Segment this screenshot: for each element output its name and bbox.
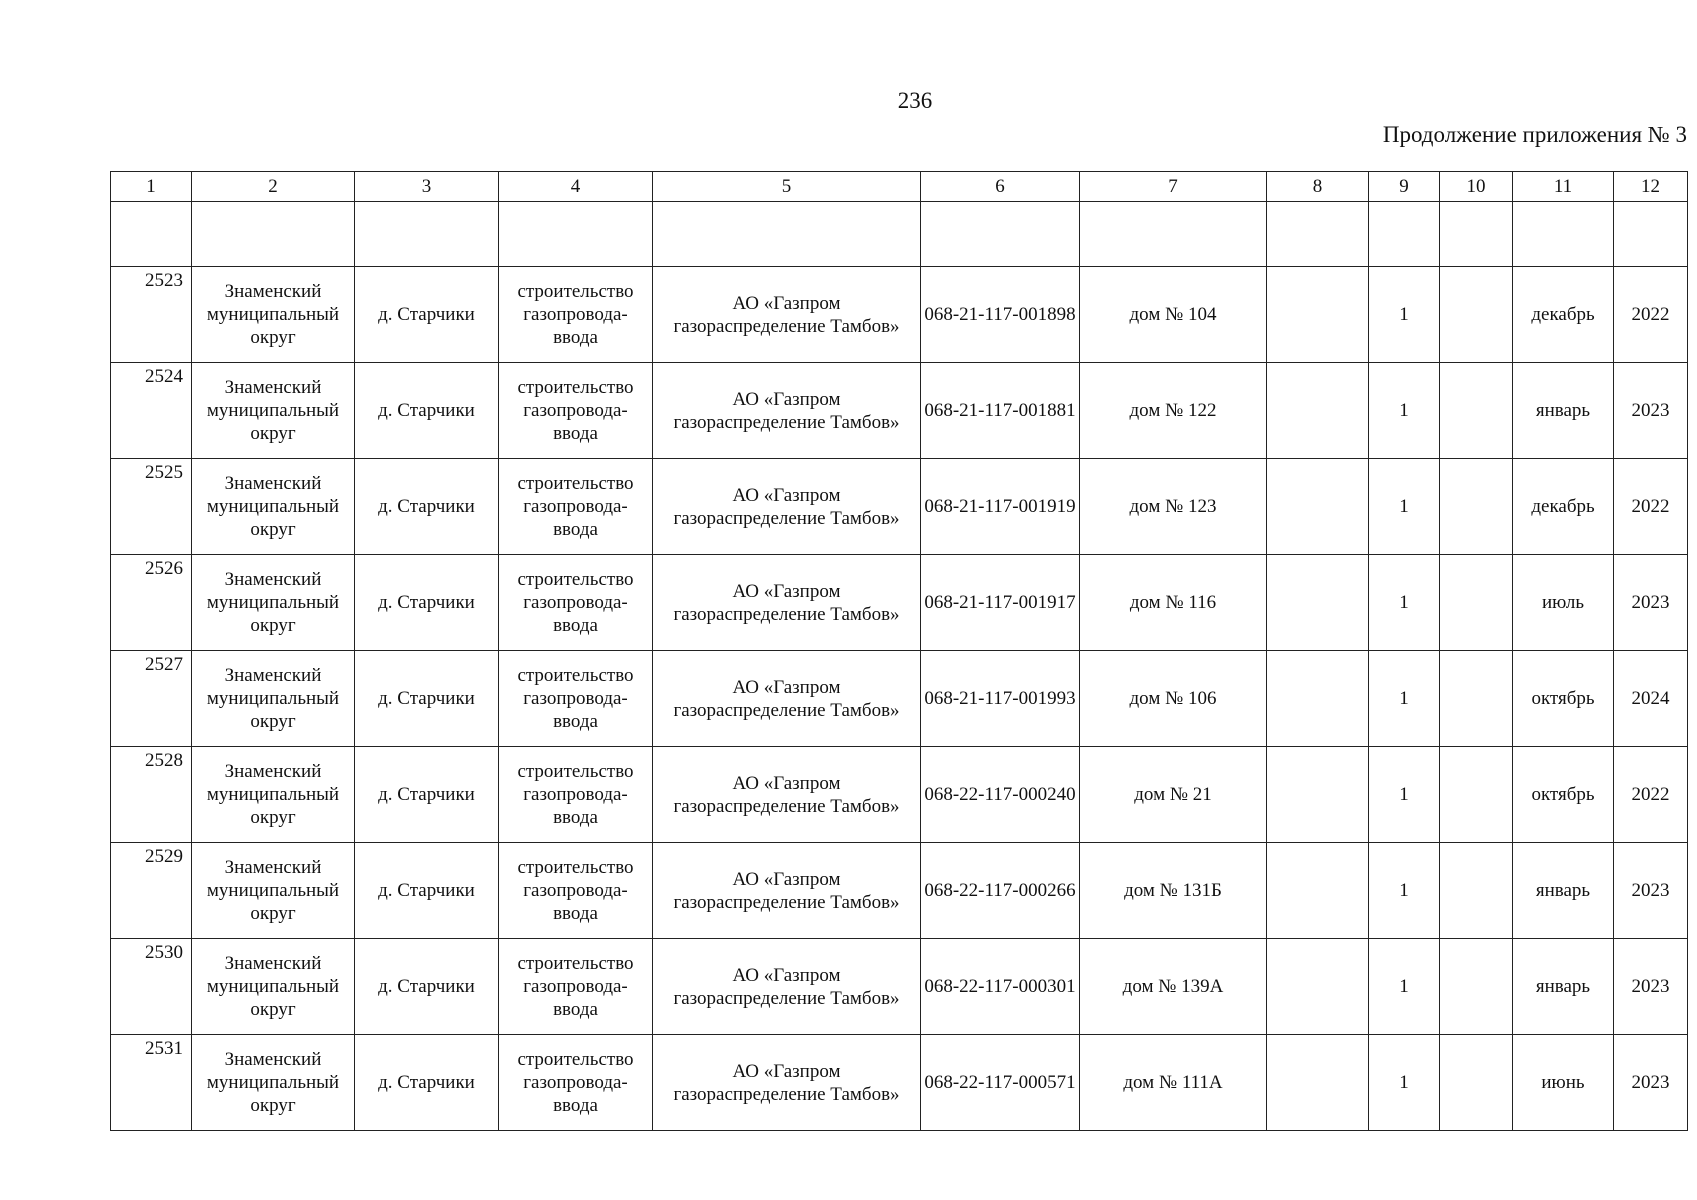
work-type-cell: строительство газопровода-ввода xyxy=(499,843,653,939)
work-type-cell: строительство газопровода-ввода xyxy=(499,459,653,555)
empty-cell xyxy=(1440,363,1513,459)
settlement-cell: д. Старчики xyxy=(355,267,499,363)
address-cell: дом № 21 xyxy=(1080,747,1267,843)
empty-cell xyxy=(1267,202,1369,267)
year-cell: 2023 xyxy=(1614,843,1688,939)
empty-cell xyxy=(1267,459,1369,555)
month-cell: июль xyxy=(1513,555,1614,651)
organization-cell: АО «Газпром газораспределение Тамбов» xyxy=(653,1035,921,1131)
settlement-cell: д. Старчики xyxy=(355,747,499,843)
year-cell: 2022 xyxy=(1614,267,1688,363)
year-cell: 2023 xyxy=(1614,363,1688,459)
settlement-cell: д. Старчики xyxy=(355,459,499,555)
work-type-cell: строительство газопровода-ввода xyxy=(499,267,653,363)
work-type-cell: строительство газопровода-ввода xyxy=(499,939,653,1035)
district-cell: Знаменский муниципальный округ xyxy=(192,651,355,747)
address-cell: дом № 104 xyxy=(1080,267,1267,363)
empty-cell xyxy=(1267,747,1369,843)
month-cell: июнь xyxy=(1513,1035,1614,1131)
quantity-cell: 1 xyxy=(1369,363,1440,459)
organization-cell: АО «Газпром газораспределение Тамбов» xyxy=(653,939,921,1035)
page-number: 236 xyxy=(897,88,933,113)
empty-cell xyxy=(111,202,192,267)
empty-cell xyxy=(1440,267,1513,363)
month-cell: декабрь xyxy=(1513,267,1614,363)
table-row xyxy=(111,267,1688,363)
empty-cell xyxy=(1267,651,1369,747)
code-cell: 068-21-117-001919 xyxy=(921,459,1080,555)
district-cell: Знаменский муниципальный округ xyxy=(192,939,355,1035)
column-header: 10 xyxy=(1440,172,1513,202)
column-header: 2 xyxy=(192,172,355,202)
column-header: 5 xyxy=(653,172,921,202)
district-cell: Знаменский муниципальный округ xyxy=(192,1035,355,1131)
table-row xyxy=(111,843,1688,939)
empty-cell xyxy=(1267,363,1369,459)
empty-cell xyxy=(1267,555,1369,651)
quantity-cell: 1 xyxy=(1369,267,1440,363)
empty-cell xyxy=(1614,202,1688,267)
month-cell: январь xyxy=(1513,939,1614,1035)
empty-cell xyxy=(653,202,921,267)
column-header: 4 xyxy=(499,172,653,202)
row-number-cell: 2527 xyxy=(111,651,192,747)
work-type-cell: строительство газопровода-ввода xyxy=(499,1035,653,1131)
settlement-cell: д. Старчики xyxy=(355,1035,499,1131)
empty-cell xyxy=(921,202,1080,267)
address-cell: дом № 122 xyxy=(1080,363,1267,459)
table-row xyxy=(111,939,1688,1035)
year-cell: 2023 xyxy=(1614,555,1688,651)
district-cell: Знаменский муниципальный округ xyxy=(192,843,355,939)
year-cell: 2023 xyxy=(1614,1035,1688,1131)
work-type-cell: строительство газопровода-ввода xyxy=(499,651,653,747)
row-number-cell: 2523 xyxy=(111,267,192,363)
work-type-cell: строительство газопровода-ввода xyxy=(499,747,653,843)
organization-cell: АО «Газпром газораспределение Тамбов» xyxy=(653,555,921,651)
row-number-cell: 2530 xyxy=(111,939,192,1035)
row-number-cell: 2528 xyxy=(111,747,192,843)
work-type-cell: строительство газопровода-ввода xyxy=(499,363,653,459)
row-number-cell: 2529 xyxy=(111,843,192,939)
year-cell: 2024 xyxy=(1614,651,1688,747)
quantity-cell: 1 xyxy=(1369,843,1440,939)
column-header: 3 xyxy=(355,172,499,202)
table-row xyxy=(111,363,1688,459)
district-cell: Знаменский муниципальный округ xyxy=(192,363,355,459)
year-cell: 2022 xyxy=(1614,747,1688,843)
district-cell: Знаменский муниципальный округ xyxy=(192,747,355,843)
month-cell: декабрь xyxy=(1513,459,1614,555)
code-cell: 068-21-117-001881 xyxy=(921,363,1080,459)
row-number-cell: 2526 xyxy=(111,555,192,651)
quantity-cell: 1 xyxy=(1369,555,1440,651)
code-cell: 068-22-117-000301 xyxy=(921,939,1080,1035)
empty-cell xyxy=(1440,1035,1513,1131)
code-cell: 068-22-117-000571 xyxy=(921,1035,1080,1131)
column-header: 9 xyxy=(1369,172,1440,202)
column-header: 8 xyxy=(1267,172,1369,202)
settlement-cell: д. Старчики xyxy=(355,555,499,651)
column-header: 6 xyxy=(921,172,1080,202)
table-row xyxy=(111,555,1688,651)
code-cell: 068-22-117-000240 xyxy=(921,747,1080,843)
code-cell: 068-22-117-000266 xyxy=(921,843,1080,939)
row-number-cell: 2524 xyxy=(111,363,192,459)
work-type-cell: строительство газопровода-ввода xyxy=(499,555,653,651)
district-cell: Знаменский муниципальный округ xyxy=(192,555,355,651)
settlement-cell: д. Старчики xyxy=(355,843,499,939)
quantity-cell: 1 xyxy=(1369,747,1440,843)
address-cell: дом № 116 xyxy=(1080,555,1267,651)
empty-cell xyxy=(1369,202,1440,267)
settlement-cell: д. Старчики xyxy=(355,363,499,459)
empty-cell xyxy=(1080,202,1267,267)
empty-cell xyxy=(1267,1035,1369,1131)
empty-cell xyxy=(499,202,653,267)
address-cell: дом № 106 xyxy=(1080,651,1267,747)
organization-cell: АО «Газпром газораспределение Тамбов» xyxy=(653,651,921,747)
address-cell: дом № 111А xyxy=(1080,1035,1267,1131)
organization-cell: АО «Газпром газораспределение Тамбов» xyxy=(653,843,921,939)
empty-cell xyxy=(1440,202,1513,267)
address-cell: дом № 131Б xyxy=(1080,843,1267,939)
column-header: 7 xyxy=(1080,172,1267,202)
column-header: 11 xyxy=(1513,172,1614,202)
empty-cell xyxy=(1267,267,1369,363)
settlement-cell: д. Старчики xyxy=(355,939,499,1035)
empty-cell xyxy=(355,202,499,267)
column-header: 1 xyxy=(111,172,192,202)
district-cell: Знаменский муниципальный округ xyxy=(192,459,355,555)
quantity-cell: 1 xyxy=(1369,1035,1440,1131)
month-cell: октябрь xyxy=(1513,651,1614,747)
district-cell: Знаменский муниципальный округ xyxy=(192,267,355,363)
empty-cell xyxy=(1440,459,1513,555)
table-row xyxy=(111,651,1688,747)
code-cell: 068-21-117-001898 xyxy=(921,267,1080,363)
month-cell: январь xyxy=(1513,363,1614,459)
register-table xyxy=(110,171,1688,1131)
address-cell: дом № 123 xyxy=(1080,459,1267,555)
appendix-note: Продолжение приложения № 3 xyxy=(1382,122,1687,147)
table-row xyxy=(111,1035,1688,1131)
table-row xyxy=(111,747,1688,843)
quantity-cell: 1 xyxy=(1369,651,1440,747)
row-number-cell: 2531 xyxy=(111,1035,192,1131)
column-number-row xyxy=(111,172,1688,202)
month-cell: январь xyxy=(1513,843,1614,939)
empty-cell xyxy=(1440,939,1513,1035)
empty-cell xyxy=(1440,555,1513,651)
code-cell: 068-21-117-001993 xyxy=(921,651,1080,747)
settlement-cell: д. Старчики xyxy=(355,651,499,747)
blank-row xyxy=(111,202,1688,267)
year-cell: 2022 xyxy=(1614,459,1688,555)
row-number-cell: 2525 xyxy=(111,459,192,555)
empty-cell xyxy=(1513,202,1614,267)
organization-cell: АО «Газпром газораспределение Тамбов» xyxy=(653,363,921,459)
empty-cell xyxy=(1440,747,1513,843)
empty-cell xyxy=(1267,939,1369,1035)
code-cell: 068-21-117-001917 xyxy=(921,555,1080,651)
year-cell: 2023 xyxy=(1614,939,1688,1035)
organization-cell: АО «Газпром газораспределение Тамбов» xyxy=(653,747,921,843)
month-cell: октябрь xyxy=(1513,747,1614,843)
empty-cell xyxy=(1440,843,1513,939)
organization-cell: АО «Газпром газораспределение Тамбов» xyxy=(653,267,921,363)
table-row xyxy=(111,459,1688,555)
empty-cell xyxy=(192,202,355,267)
quantity-cell: 1 xyxy=(1369,939,1440,1035)
address-cell: дом № 139А xyxy=(1080,939,1267,1035)
quantity-cell: 1 xyxy=(1369,459,1440,555)
column-header: 12 xyxy=(1614,172,1688,202)
organization-cell: АО «Газпром газораспределение Тамбов» xyxy=(653,459,921,555)
empty-cell xyxy=(1440,651,1513,747)
empty-cell xyxy=(1267,843,1369,939)
